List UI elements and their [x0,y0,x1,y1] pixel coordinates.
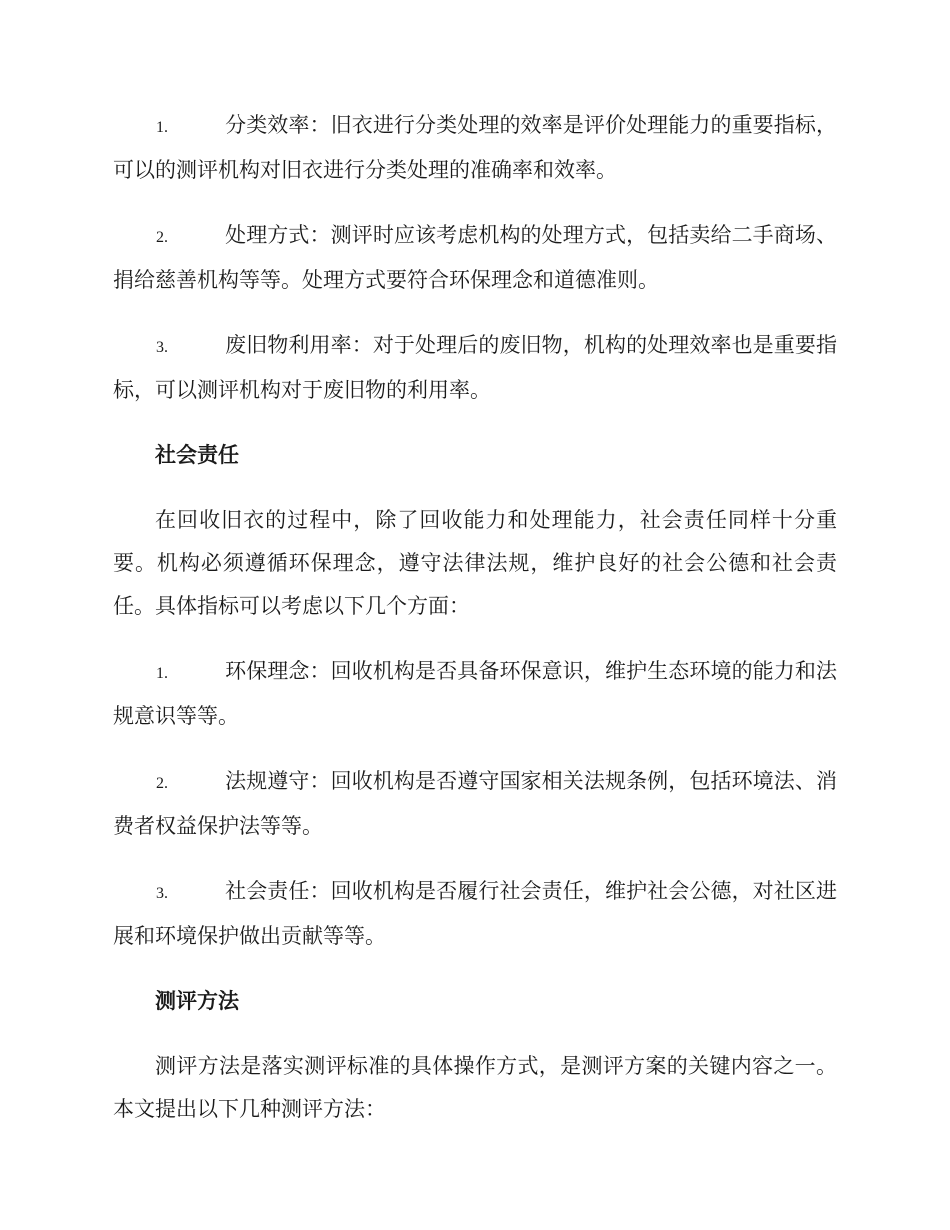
list-text: 环保理念：回收机构是否具备环保意识，维护生态环境的能力和法规意识等等。 [113,659,837,728]
list-item [113,324,837,412]
section-heading-evaluation-method: 测评方法 [155,989,239,1013]
list-number: 2. [156,229,168,246]
list-text: 分类效率：旧衣进行分类处理的效率是评价处理能力的重要指标，可以的测评机构对旧衣进行分类处理的准确率和效率。 [113,113,837,182]
paragraph: 在回收旧衣的过程中，除了回收能力和处理能力，社会责任同样十分重要。机构必须遵循环保理念，遵守法律法规，维护良好的社会公德和社会责任。具体指标可以考虑以下几个方面： [113,508,837,618]
list-text: 处理方式：测评时应该考虑机构的处理方式，包括卖给二手商场、捐给慈善机构等等。处理方式要符合环保理念和道德准则。 [113,223,837,292]
list-number: 1. [156,119,168,136]
list-number: 3. [156,339,168,356]
list-item [113,104,837,192]
list-text: 废旧物利用率：对于处理后的废旧物，机构的处理效率也是重要指标，可以测评机构对于废旧物的利用率。 [113,333,837,402]
list-item [113,870,837,958]
list-number: 1. [156,665,168,682]
paragraph: 测评方法是落实测评标准的具体操作方式，是测评方案的关键内容之一。本文提出以下几种测评方法： [113,1054,837,1121]
list-item [113,650,837,738]
section-heading-social-responsibility: 社会责任 [155,443,239,467]
list-number: 3. [156,885,168,902]
list-number: 2. [156,775,168,792]
list-item [113,760,837,848]
document-page [113,104,837,1153]
list-text: 社会责任：回收机构是否履行社会责任，维护社会公德，对社区进展和环境保护做出贡献等等。 [113,879,837,948]
list-item [113,214,837,302]
list-text: 法规遵守：回收机构是否遵守国家相关法规条例，包括环境法、消费者权益保护法等等。 [113,769,837,838]
